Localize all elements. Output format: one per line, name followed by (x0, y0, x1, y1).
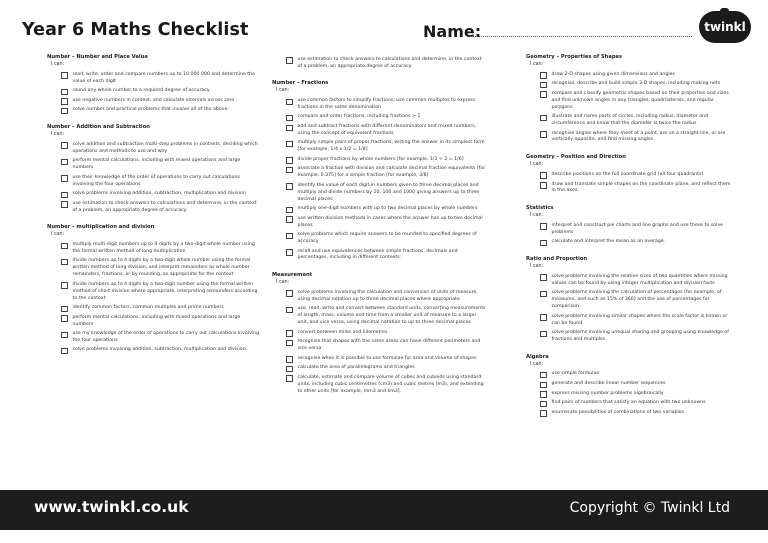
checklist-item (47, 107, 262, 114)
checklist-section (272, 272, 487, 395)
checklist-item (526, 371, 731, 378)
checkbox[interactable] (61, 201, 68, 208)
checkbox[interactable] (61, 98, 68, 105)
checklist-item-text: perform mental calculations, including with mixed operations and large numbers (72, 158, 241, 171)
checklist-item (47, 347, 262, 354)
checklist-item (526, 314, 731, 328)
checkbox[interactable] (61, 282, 68, 289)
checklist-section (47, 124, 262, 214)
checklist-item (526, 81, 731, 88)
column-1 (47, 54, 262, 364)
checkbox[interactable] (61, 315, 68, 322)
checkbox[interactable] (61, 142, 68, 149)
checklist-item (272, 216, 487, 230)
checkbox[interactable] (61, 72, 68, 79)
twinkl-logo: twinkl (699, 11, 751, 43)
checklist-item-text: recognise that shapes with the same areas can have different perimeters and vice versa (297, 339, 481, 352)
checklist-item-text: round any whole number to a required degree of accuracy (72, 88, 210, 93)
checkbox[interactable] (286, 233, 293, 240)
checklist-item (47, 242, 262, 256)
checklist-item (526, 391, 731, 398)
checklist-item (272, 375, 487, 396)
checklist-item-text: compare and order fractions, including fractions > 1 (297, 114, 421, 120)
checklist-section (526, 354, 731, 417)
checklist-section (526, 54, 731, 144)
checkbox[interactable] (540, 314, 547, 321)
checklist-section (526, 154, 731, 195)
checklist-item-text: find pairs of numbers that satisfy an equation with two unknowns (551, 400, 706, 406)
checklist-item (47, 191, 262, 198)
checkbox[interactable] (286, 330, 293, 337)
checklist-item-text: use their knowledge of the order of operations to carry out calculations involving the four operations (72, 174, 240, 187)
checklist-item-text: solve number and practical problems that involve all of the above. (72, 107, 229, 113)
checkbox[interactable] (286, 99, 293, 106)
checkbox[interactable] (286, 125, 293, 132)
section-subtitle: I can: (530, 213, 544, 219)
checklist-item-text: enumerate possibilities of combinations of two variables. (551, 409, 686, 415)
checkbox[interactable] (61, 348, 68, 355)
checklist-item-text: multiply one-digit numbers with up to two decimal places by whole numbers (297, 206, 478, 212)
checklist-item-text: use estimation to check answers to calculations and determine, in the context of a problem, an appropriate degree of accuracy. (72, 200, 257, 213)
checkbox[interactable] (61, 108, 68, 115)
checkbox[interactable] (286, 167, 293, 174)
name-field-line[interactable] (470, 36, 692, 37)
checkbox[interactable] (540, 382, 547, 389)
checklist-item-text: multiply multi-digit numbers up to 4 digits by a two-digit whole number using the formal written method of long multiplication (72, 242, 255, 254)
checkbox[interactable] (286, 375, 293, 382)
checkbox[interactable] (286, 183, 293, 190)
checklist-item-text: calculate, estimate and compare volume of cubes and cuboids using standard units, including cubic centimetres (cm3) and cubic metres (m3), and extending to other units [for example, mm3 and km3]. (297, 374, 484, 394)
checklist-item-text: calculate and interpret the mean as an average. (551, 239, 666, 245)
checklist-item-text: recognise when it is possible to use formulae for area and volume of shapes (297, 355, 477, 361)
section-subtitle: I can: (51, 232, 65, 238)
checklist-item-text: use common factors to simplify fractions; use common multiples to express fractions in the same denomination (297, 98, 476, 110)
checkbox[interactable] (61, 243, 68, 250)
checkbox[interactable] (286, 307, 293, 314)
checklist-item (272, 232, 487, 246)
checklist-item (272, 290, 487, 304)
checklist-item (272, 124, 487, 138)
section-title: Algebra (526, 353, 549, 360)
checklist-item-text: recognise, describe and build simple 3-D shapes, including making nets (551, 81, 721, 87)
checklist-item-text: perform mental calculations, including with mixed operations and large numbers (72, 314, 241, 327)
section-title: Number – Number and Place Value (47, 54, 148, 60)
checkbox[interactable] (540, 331, 547, 338)
checklist-item-text: describe positions on the full coordinate grid (all four quadrants) (551, 171, 704, 177)
checklist-item (272, 206, 487, 213)
checklist-item-text: solve problems involving unequal sharing and grouping using knowledge of fractions and multiples. (551, 330, 729, 342)
checkbox[interactable] (286, 115, 293, 122)
checkbox[interactable] (286, 249, 293, 256)
footer-bar (0, 490, 768, 530)
checkbox[interactable] (540, 182, 547, 189)
checklist-item (47, 282, 262, 303)
section-title: Number – Fractions (272, 80, 329, 87)
checklist-item (526, 274, 731, 288)
checklist-item (526, 131, 731, 145)
section-subtitle: I can: (276, 280, 290, 286)
checkbox[interactable] (61, 192, 68, 199)
checkbox[interactable] (540, 115, 547, 122)
checklist-item-text: draw 2-D shapes using given dimensions and angles (551, 71, 675, 77)
checklist-section (526, 205, 731, 246)
checklist-item (47, 72, 262, 86)
checklist-item-text: interpret and construct pie charts and line graphs and use these to solve problems (551, 222, 723, 235)
checklist-item-text: solve problems which require answers to be rounded to specified degrees of accuracy (297, 232, 477, 245)
section-subtitle: I can: (51, 62, 65, 67)
checklist-item-text: solve problems involving addition, subtraction, multiplication and division (72, 191, 246, 196)
checklist-item (526, 290, 731, 311)
checklist-item (272, 330, 487, 337)
checklist-item-text: read, write, order and compare numbers up to 10 000 000 and determine the value of each digit (72, 71, 255, 84)
checkbox[interactable] (540, 372, 547, 379)
checklist-item (526, 381, 731, 388)
section-title: Number – Addition and Subtraction (47, 124, 150, 131)
section-title: Measurement (272, 272, 313, 279)
section-title: Number – multiplication and division (47, 224, 155, 231)
checklist-item (272, 140, 487, 154)
checklist-item-text: use my knowledge of the order of operations to carry out calculations involving the four operations (72, 331, 260, 343)
section-subtitle: I can: (276, 88, 290, 94)
checkbox[interactable] (61, 89, 68, 96)
checkbox[interactable] (286, 141, 293, 148)
checkbox[interactable] (61, 175, 68, 182)
checklist-item-text: generate and describe linear number sequences (551, 381, 666, 387)
checklist-item (47, 98, 262, 105)
checkbox[interactable] (540, 131, 547, 138)
checklist-item-text: use negative numbers in context, and calculate intervals across zero (72, 97, 235, 103)
checkbox[interactable] (286, 366, 293, 373)
section-subtitle: I can: (530, 264, 544, 270)
checkbox[interactable] (540, 410, 547, 417)
section-title: Ratio and Proportion (526, 256, 588, 263)
checkbox[interactable] (540, 82, 547, 89)
checklist-item-text: solve problems involving addition, subtraction, multiplication and division (72, 347, 246, 353)
section-subtitle: I can: (530, 62, 544, 67)
section-subtitle: I can: (530, 162, 544, 168)
footer-copyright: Copyright © Twinkl Ltd (569, 500, 730, 516)
checkbox[interactable] (61, 306, 68, 313)
checkbox[interactable] (540, 223, 547, 230)
checklist-section (526, 256, 731, 344)
checklist-item-text: use, read, write and convert between standard units, converting measurements of length, mass, volume and time from a smaller unit of measure to a larger unit, and vice versa, using decimal notation to up to three decimal places (297, 306, 486, 326)
section-title: Geometry – Properties of Shapes (526, 54, 623, 60)
checklist-item-text: use written division methods in cases where the answer has up to two decimal places (297, 215, 483, 228)
checkbox[interactable] (540, 91, 547, 98)
checklist-item (272, 249, 487, 263)
checkbox[interactable] (540, 291, 547, 298)
checklist-item-text: solve problems involving the calculation of percentages [for example, of measures, and such as 15% of 360] and the use of percentages for comparison (551, 290, 722, 310)
checklist-item-text: calculate the area of parallelograms and triangles (297, 365, 415, 371)
checklist-item-text: use simple formulae (551, 371, 600, 377)
checklist-item (272, 365, 487, 372)
footer-url[interactable]: www.twinkl.co.uk (34, 498, 189, 516)
checkbox[interactable] (286, 157, 293, 164)
checklist-item (526, 239, 731, 246)
checkbox[interactable] (286, 57, 293, 64)
checkbox[interactable] (540, 72, 547, 79)
checklist-item-text: associate a fraction with division and calculate decimal fraction equivalents [for example, 0.375] for a simple fraction [for example, 3/8] (297, 166, 486, 179)
checklist-item (526, 172, 731, 179)
checkbox[interactable] (286, 207, 293, 214)
checklist-section (47, 54, 262, 114)
checkbox[interactable] (540, 240, 547, 247)
checklist-item-text: solve addition and subtraction multi-step problems in contexts, deciding which operations and methods to use and why (72, 141, 258, 154)
checklist-item-text: divide numbers up to 4 digits by a two-digit whole number using the formal written method of long division, and interpret remainders as whole number remainders, fractions, or by rounding, as appropriate for the context (72, 258, 251, 278)
checkbox[interactable] (286, 216, 293, 223)
checklist-item (272, 183, 487, 204)
column-3 (526, 54, 731, 427)
checklist-item-text: divide proper fractions by whole numbers [for example, 1/3 ÷ 2 = 1/6] (297, 156, 464, 162)
checklist-item-text: draw and translate simple shapes on the coordinate plane, and reflect them in the axes. (551, 181, 731, 194)
section-title: Geometry – Position and Direction (526, 154, 626, 161)
checkbox[interactable] (540, 401, 547, 408)
checklist-section (47, 224, 262, 354)
checkbox[interactable] (540, 274, 547, 281)
checklist-item-text: illustrate and name parts of circles, including radius, diameter and circumference and know that the diameter is twice the radius (551, 114, 709, 126)
checklist-item (47, 175, 262, 189)
page-title: Year 6 Maths Checklist (22, 20, 249, 40)
checklist-item-text: solve problems involving the relative sizes of two quantities where missing values can be found by using integer multiplication and division facts (551, 273, 728, 286)
checklist-item-text: identify common factors, common multiples and prime numbers (72, 305, 224, 311)
checklist-item-text: identify the value of each digit in numbers given to three decimal places and multiply and divide numbers by 10, 100 and 1000 giving answers up to three decimal places (297, 182, 480, 202)
checklist-section (272, 80, 487, 262)
checklist-item-text: solve problems involving the calculation and conversion of units of measure, using decimal notation up to three decimal places where appropriate (297, 289, 478, 302)
checklist-item-text: express missing number problems algebraically (551, 390, 664, 396)
checklist-item-text: divide numbers up to 4 digits by a two-digit number using the formal written method of short division where appropriate, interpreting remainders according to the context (72, 281, 258, 301)
checklist-item (272, 114, 487, 121)
checklist-item-text: multiply simple pairs of proper fractions, writing the answer in its simplest form [for example, 1/4 x 1/2 = 1/8] (297, 140, 485, 153)
page-header (0, 0, 768, 50)
checklist-item (526, 330, 731, 344)
checklist-item-text: compare and classify geometric shapes based on their properties and sizes and find unknown angles in any triangles, quadrilaterals, and regular polygons (551, 90, 729, 110)
section-subtitle: I can: (530, 361, 544, 367)
column-2 (272, 54, 487, 406)
checkbox[interactable] (286, 356, 293, 363)
checklist-item (526, 223, 731, 237)
checklist-item (47, 88, 262, 95)
checklist-item (47, 201, 262, 215)
checklist-item (526, 72, 731, 79)
checkbox[interactable] (61, 159, 68, 166)
checklist-item (47, 142, 262, 156)
checkbox[interactable] (540, 391, 547, 398)
checklist-item (272, 57, 487, 71)
section-title: Statistics (526, 205, 554, 212)
checklist-item (272, 98, 487, 112)
name-label: Name: (423, 22, 482, 41)
checklist-item-text: recall and use equivalences between simple fractions, decimals and percentages, including in different contexts. (297, 248, 458, 261)
checklist-item (47, 305, 262, 312)
checklist-item (526, 91, 731, 112)
checklist-item-text: use estimation to check answers to calculations and determine, in the context of a problem, an appropriate degree of accuracy. (297, 56, 482, 69)
checklist-item-text: recognise angles where they meet at a point, are on a straight line, or are vertically opposite, and find missing angles. (551, 130, 726, 143)
checklist-item (526, 114, 731, 128)
section-subtitle: I can: (51, 132, 65, 138)
checklist-section (272, 57, 487, 71)
checklist-item (526, 410, 731, 417)
checklist-item (47, 158, 262, 172)
checklist-item-text: add and subtract fractions with different denominators and mixed numbers, using the concept of equivalent fractions (297, 124, 477, 136)
checklist-item (526, 182, 731, 196)
checklist-item (47, 258, 262, 279)
checkbox[interactable] (286, 340, 293, 347)
checklist-item (47, 315, 262, 329)
checklist-item (272, 157, 487, 164)
checkbox[interactable] (61, 259, 68, 266)
checkbox[interactable] (540, 172, 547, 179)
checklist-item-text: solve problems involving similar shapes where the scale factor is known or can be found (551, 313, 728, 326)
checklist-item-text: convert between miles and kilometres (297, 329, 388, 335)
checklist-item (47, 331, 262, 345)
checklist-item (272, 166, 487, 180)
checkbox[interactable] (286, 290, 293, 297)
checklist-item (272, 339, 487, 353)
checkbox[interactable] (61, 332, 68, 339)
checklist-item (272, 306, 487, 327)
checklist-item (272, 356, 487, 363)
checklist-item (526, 400, 731, 407)
